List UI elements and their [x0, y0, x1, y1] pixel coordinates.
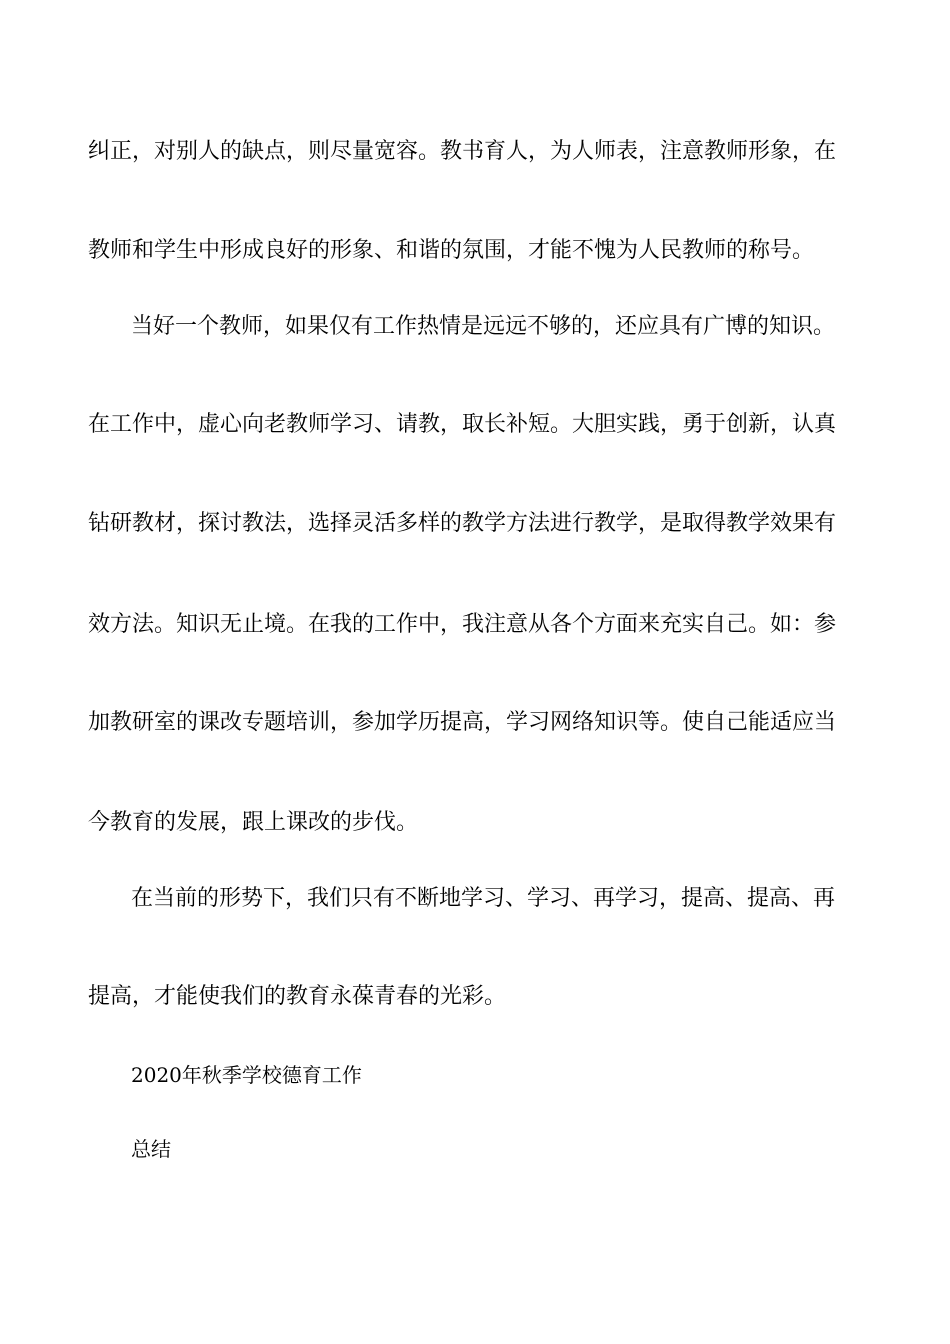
paragraph-line: 提高，才能使我们的教育永葆青春的光彩。: [88, 984, 507, 1009]
paragraph-line: 今教育的发展，跟上课改的步伐。: [88, 810, 419, 835]
section-heading: 2020年秋季学校德育工作: [131, 1063, 362, 1087]
paragraph-line: 当好一个教师，如果仅有工作热情是远远不够的，还应具有广博的知识。: [131, 314, 836, 339]
paragraph-line: 加教研室的课改专题培训，参加学历提高，学习网络知识等。使自己能适应当: [88, 710, 837, 735]
paragraph-line: 钻研教材，探讨教法，选择灵活多样的教学方法进行教学，是取得教学效果有: [88, 511, 837, 536]
paragraph-line: 在工作中，虚心向老教师学习、请教，取长补短。大胆实践，勇于创新，认真: [88, 412, 837, 437]
paragraph-line: 效方法。知识无止境。在我的工作中，我注意从各个方面来充实自己。如：参: [88, 612, 837, 637]
paragraph-line: 纠正，对别人的缺点，则尽量宽容。教书育人，为人师表，注意教师形象，在: [88, 139, 837, 164]
paragraph-line: 在当前的形势下，我们只有不断地学习、学习、再学习，提高、提高、再: [131, 886, 836, 911]
paragraph-line: 教师和学生中形成良好的形象、和谐的氛围，才能不愧为人民教师的称号。: [88, 238, 815, 263]
section-heading-continued: 总结: [131, 1137, 171, 1161]
